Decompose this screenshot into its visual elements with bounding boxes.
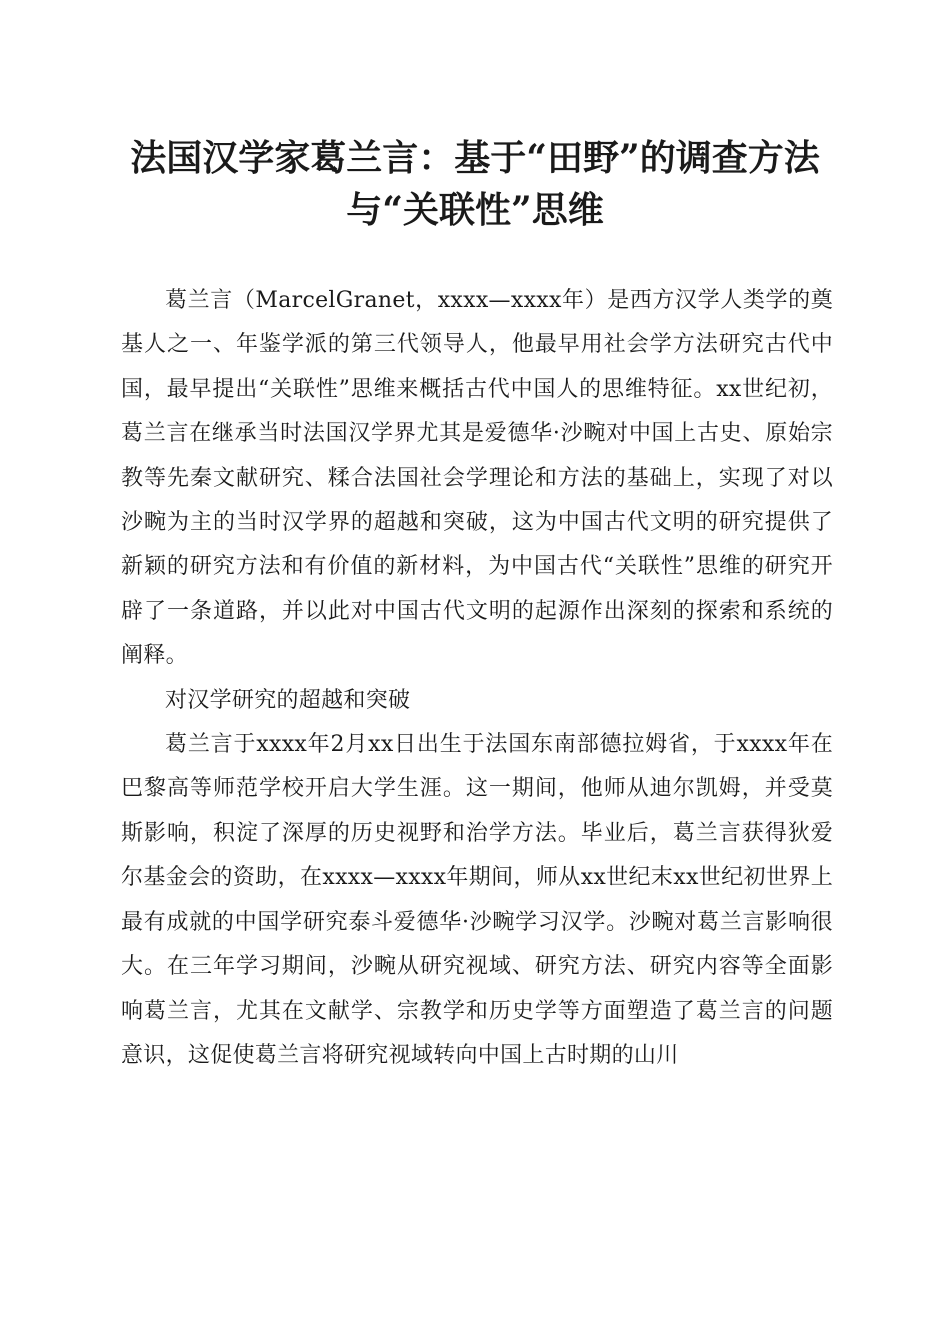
title-line-1: 法国汉学家葛兰言：基于“田野”的调查方法 [130, 137, 820, 179]
paragraph-biography: 葛兰言于xxxx年2月xx日出生于法国东南部德拉姆省，于xxxx年在巴黎高等师范学校开启大学生涯。这一期间，他师从迪尔凯姆，并受莫斯影响，积淀了深厚的历史视野和治学方法。毕业后，葛兰言获得狄爱尔基金会的资助，在xxxx—xxxx年期间，师从xx世纪末xx世纪初世界上最有成就的中国学研究泰斗爱德华·沙畹学习汉学。沙畹对葛兰言影响很大。在三年学习期间，沙畹从研究视域、研究方法、研究内容等全面影响葛兰言，尤其在文献学、宗教学和历史学等方面塑造了葛兰言的问题意识，这促使葛兰言将研究视域转向中国上古时期的山川 [121, 732, 833, 1068]
section-heading: 对汉学研究的超越和突破 [165, 687, 411, 713]
document-body [121, 279, 833, 1078]
document-title [100, 132, 850, 236]
title-line-2: 与“关联性”思维 [346, 189, 604, 231]
paragraph-intro: 葛兰言（MarcelGranet，xxxx—xxxx年）是西方汉学人类学的奠基人之一、年鉴学派的第三代领导人，他最早用社会学方法研究古代中国，最早提出“关联性”思维来概括古代中国人的思维特征。xx世纪初，葛兰言在继承当时法国汉学界尤其是爱德华·沙畹对中国上古史、原始宗教等先秦文献研究、糅合法国社会学理论和方法的基础上，实现了对以沙畹为主的当时汉学界的超越和突破，这为中国古代文明的研究提供了新颖的研究方法和有价值的新材料，为中国古代“关联性”思维的研究开辟了一条道路，并以此对中国古代文明的起源作出深刻的探索和系统的阐释。 [121, 288, 833, 669]
